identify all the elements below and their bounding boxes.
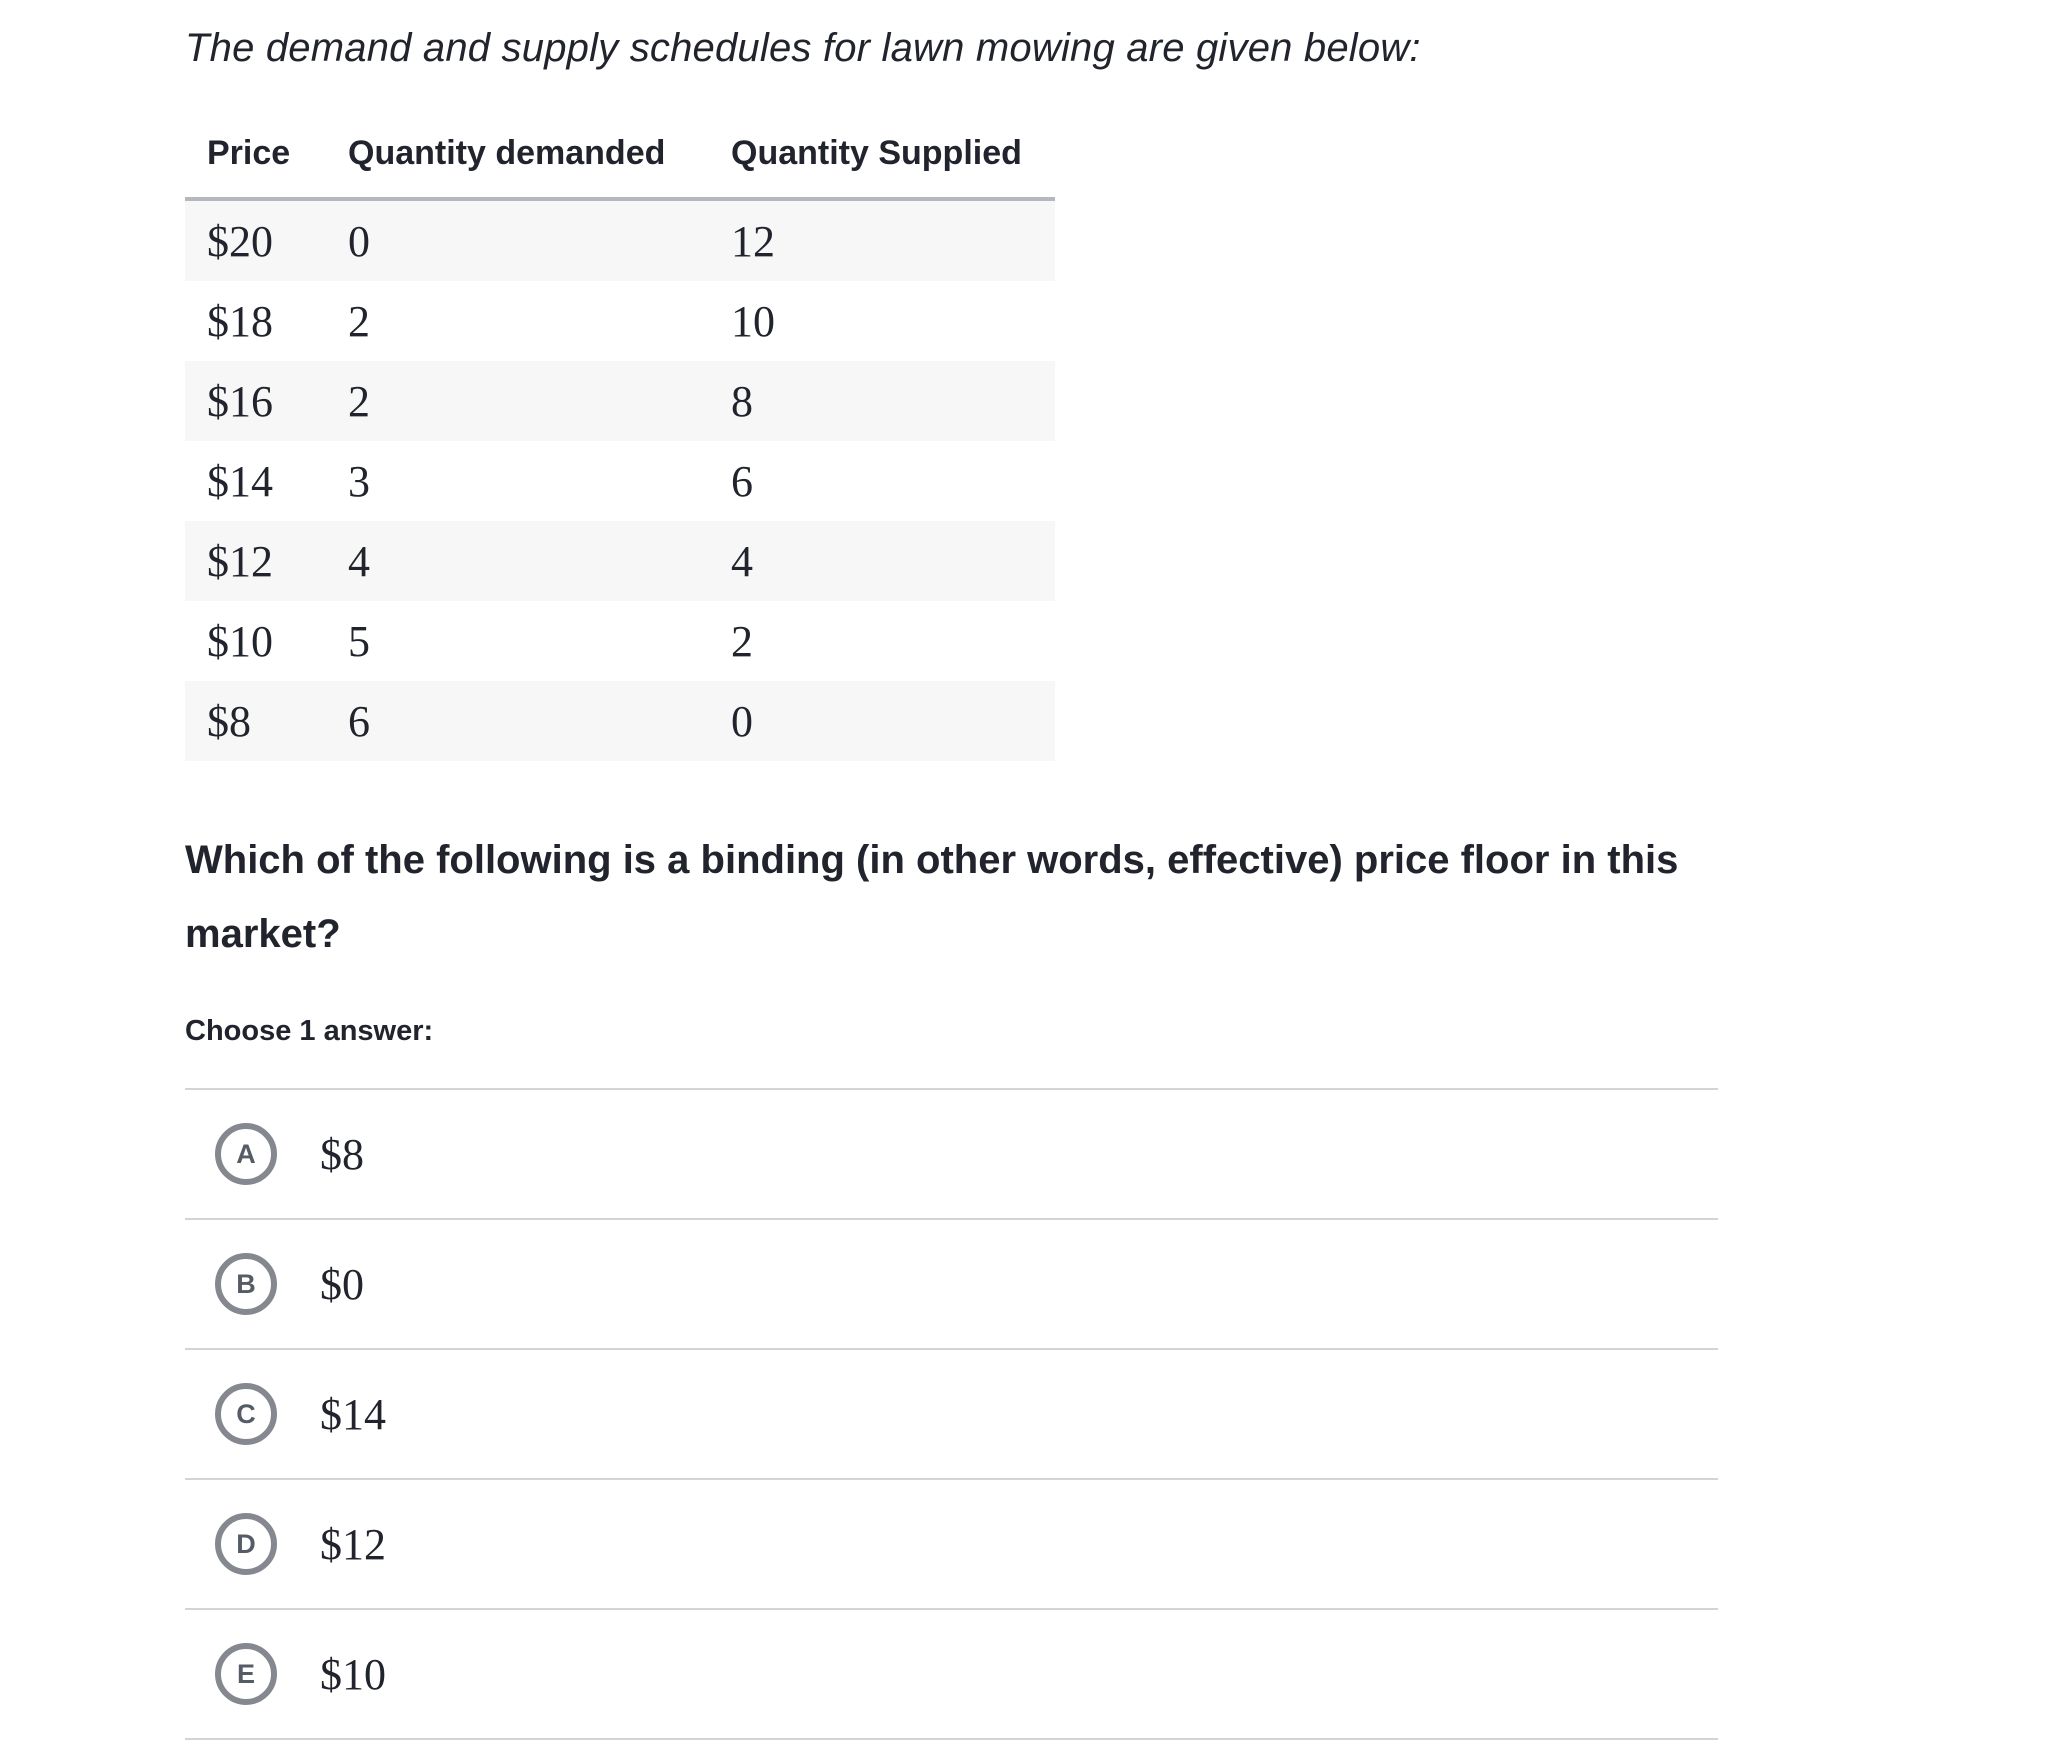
quantity-demanded-cell: 3 xyxy=(348,456,370,506)
table-row xyxy=(185,521,1055,601)
column-header-quantity-demanded: Quantity demanded xyxy=(348,116,731,199)
quantity-supplied-cell: 8 xyxy=(731,376,753,426)
answer-option-b[interactable] xyxy=(185,1218,1718,1348)
radio-button-a[interactable] xyxy=(215,1123,277,1185)
radio-button-b[interactable] xyxy=(215,1253,277,1315)
table-row xyxy=(185,441,1055,521)
answer-value-c: $14 xyxy=(320,1389,386,1439)
answer-value-e: $10 xyxy=(320,1649,386,1699)
choose-instruction: Choose 1 answer: xyxy=(185,1015,434,1047)
quantity-demanded-cell: 6 xyxy=(348,696,370,746)
quantity-demanded-cell: 4 xyxy=(348,536,370,586)
radio-letter-e: E xyxy=(236,1658,255,1689)
answer-option-e[interactable] xyxy=(185,1608,1718,1740)
price-cell: $18 xyxy=(207,296,273,346)
answer-choices xyxy=(185,1088,1718,1740)
column-header-price: Price xyxy=(185,116,348,199)
radio-letter-c: C xyxy=(236,1398,256,1429)
answer-option-a[interactable] xyxy=(185,1088,1718,1218)
radio-button-e[interactable] xyxy=(215,1643,277,1705)
table-header-row xyxy=(185,116,1055,199)
price-cell: $16 xyxy=(207,376,273,426)
quantity-supplied-cell: 12 xyxy=(731,216,775,266)
question-text: Which of the following is a binding (in other words, effective) price floor in this market? xyxy=(185,838,1679,956)
price-cell: $14 xyxy=(207,456,273,506)
column-header-quantity-supplied: Quantity Supplied xyxy=(731,116,1055,199)
answer-option-c[interactable] xyxy=(185,1348,1718,1478)
exercise-prompt: The demand and supply schedules for lawn mowing are given below: xyxy=(185,26,1421,70)
answer-value-a: $8 xyxy=(320,1129,364,1179)
price-cell: $12 xyxy=(207,536,273,586)
table-row xyxy=(185,199,1055,281)
radio-letter-a: A xyxy=(236,1138,256,1169)
answer-value-b: $0 xyxy=(320,1259,364,1309)
quantity-supplied-cell: 4 xyxy=(731,536,753,586)
answer-option-d[interactable] xyxy=(185,1478,1718,1608)
table-row xyxy=(185,281,1055,361)
quantity-supplied-cell: 6 xyxy=(731,456,753,506)
radio-letter-b: B xyxy=(236,1268,256,1299)
quantity-supplied-cell: 0 xyxy=(731,696,753,746)
table-row xyxy=(185,601,1055,681)
quantity-demanded-cell: 2 xyxy=(348,376,370,426)
quantity-demanded-cell: 2 xyxy=(348,296,370,346)
schedule-table xyxy=(185,116,1055,761)
price-cell: $8 xyxy=(207,696,251,746)
quantity-supplied-cell: 2 xyxy=(731,616,753,666)
radio-button-d[interactable] xyxy=(215,1513,277,1575)
table-row xyxy=(185,361,1055,441)
radio-button-c[interactable] xyxy=(215,1383,277,1445)
price-cell: $20 xyxy=(207,216,273,266)
quantity-supplied-cell: 10 xyxy=(731,296,775,346)
price-cell: $10 xyxy=(207,616,273,666)
answer-value-d: $12 xyxy=(320,1519,386,1569)
table-row xyxy=(185,681,1055,761)
quantity-demanded-cell: 5 xyxy=(348,616,370,666)
quantity-demanded-cell: 0 xyxy=(348,216,370,266)
radio-letter-d: D xyxy=(236,1528,256,1559)
